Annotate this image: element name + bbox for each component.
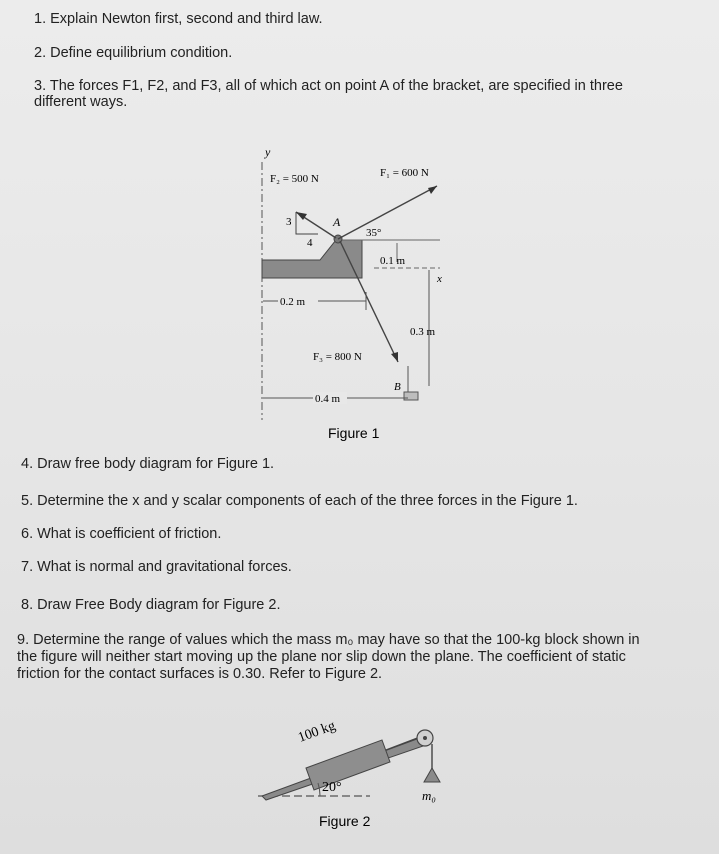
question-3-line-1: 3. The forces F1, F2, and F3, all of which act on point A of the bracket, are specified in three: [34, 78, 623, 94]
f1-label: F₁ = 600 N: [380, 167, 429, 179]
dim-0-2-label: 0.2 m: [280, 296, 306, 308]
x-axis-label: x: [437, 273, 442, 285]
question-9-line-1: 9. Determine the range of values which the mass m₀ may have so that the 100-kg block shown in: [17, 632, 640, 648]
question-3-line-2: different ways.: [34, 94, 128, 110]
angle-20-label: 20°: [322, 780, 342, 795]
question-8: 8. Draw Free Body diagram for Figure 2.: [21, 597, 281, 613]
figure-2-caption: Figure 2: [319, 813, 371, 829]
f3-label: F₃ = 800 N: [313, 351, 362, 363]
slope-rise-label: 3: [286, 216, 292, 228]
pulley-axle: [423, 736, 427, 740]
block-100kg: [306, 740, 390, 790]
question-5: 5. Determine the x and y scalar components of each of the three forces in the Figure 1.: [21, 493, 578, 509]
question-9-line-3: friction for the contact surfaces is 0.30. Refer to Figure 2.: [17, 666, 383, 682]
point-a-label: A: [333, 215, 341, 229]
dim-0-3-label: 0.3 m: [410, 326, 436, 338]
y-axis-label: y: [265, 145, 271, 159]
slope-run-label: 4: [307, 237, 313, 249]
point-b-label: B: [394, 381, 401, 393]
question-9-line-2: the figure will neither start moving up the plane nor slip down the plane. The coefficient of static: [17, 649, 626, 665]
figure-1-caption: Figure 1: [328, 425, 380, 441]
question-2: 2. Define equilibrium condition.: [34, 45, 233, 61]
question-1: 1. Explain Newton first, second and third law.: [34, 11, 323, 27]
block-label: 100 kg: [296, 718, 338, 746]
hanging-mass-label: m₀: [422, 788, 436, 803]
f2-label: F₂ = 500 N: [270, 173, 319, 185]
question-6: 6. What is coefficient of friction.: [21, 526, 222, 542]
question-7: 7. What is normal and gravitational forces.: [21, 559, 292, 575]
dim-0-4-label: 0.4 m: [315, 393, 341, 405]
hanging-mass: [424, 768, 440, 782]
angle-35-label: 35°: [366, 227, 382, 239]
question-4: 4. Draw free body diagram for Figure 1.: [21, 456, 275, 472]
dim-0-1-label: 0.1 m: [380, 255, 406, 267]
